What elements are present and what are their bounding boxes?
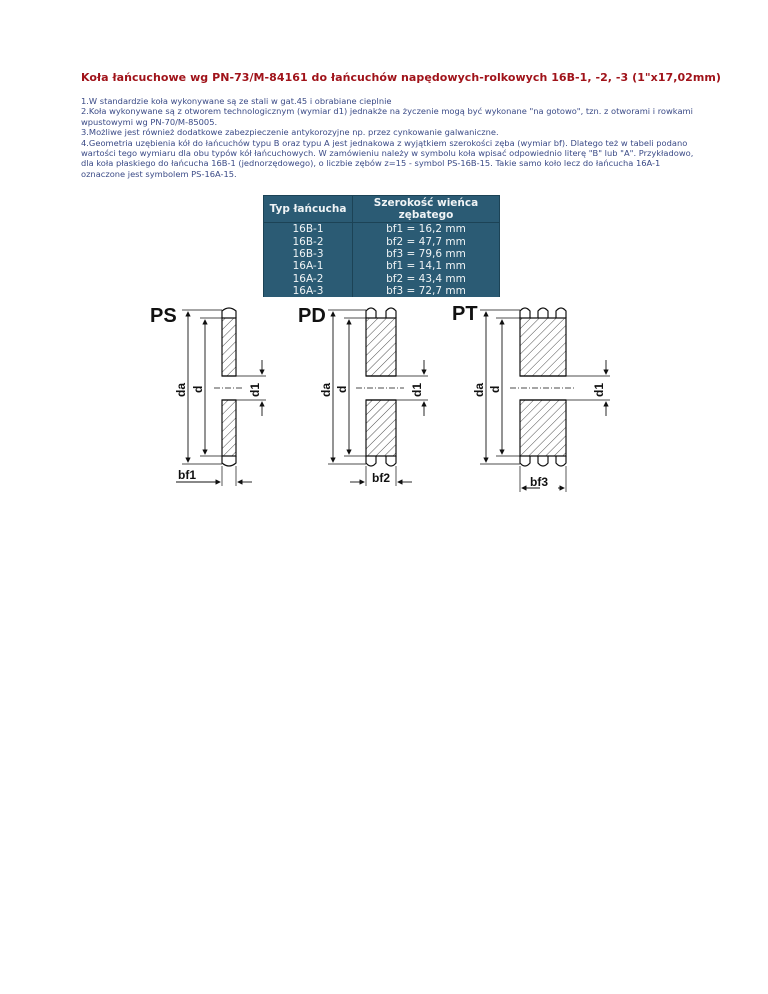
notes xyxy=(81,96,701,179)
pd-d-label: d xyxy=(335,385,349,393)
ps-title: PS xyxy=(150,305,177,327)
note-1: 1.W standardzie koła wykonywane są ze stali w gat.45 i obrabiane cieplnie xyxy=(81,96,392,106)
pt-bf-label: bf3 xyxy=(530,475,548,489)
pd-title: PD xyxy=(298,305,326,327)
pt-title: PT xyxy=(452,303,478,325)
table-row xyxy=(264,273,500,285)
cell-rim-width: bf1 = 16,2 mm xyxy=(353,223,500,236)
note-3: 3.Możliwe jest również dodatkowe zabezpieczenie antykorozyjne np. przez cynkowanie galwaniczne. xyxy=(81,127,499,138)
table-row xyxy=(264,260,500,272)
cell-rim-width: bf2 = 43,4 mm xyxy=(353,273,500,285)
cell-chain-type: 16B-3 xyxy=(264,248,353,260)
ps-d1-label: d1 xyxy=(248,382,262,397)
cell-rim-width: bf3 = 72,7 mm xyxy=(353,285,500,297)
table-row xyxy=(264,235,500,247)
note-4: 4.Geometria uzębienia kół do łańcuchów typu B oraz typu A jest jednakowa z wyjątkiem szerokości zęba (wymiar bf). Dlatego też w tabeli podano wartości tego wymiaru dla obu typów kół łańcuchowych. W zamówieniu należy w symbolu koła wpisać odpowiednio literę "B" lub "A". Przykładowo, dla koła płaskiego do łańcucha 16B-1 (jednorzędowego), o liczbie zębów z=15 - symbol PS-16B-15. Takie samo koło lecz do łańcucha 16A-1 oznaczone jest symbolem PS-16A-15. xyxy=(81,137,694,179)
pd-bf-label: bf2 xyxy=(372,471,390,485)
pd-da-label: da xyxy=(319,382,333,397)
header-chain-type: Typ łańcucha xyxy=(264,196,353,223)
table-row xyxy=(264,223,500,236)
cell-rim-width: bf1 = 14,1 mm xyxy=(353,260,500,272)
cell-rim-width: bf3 = 79,6 mm xyxy=(353,248,500,260)
cell-chain-type: 16A-2 xyxy=(264,273,353,285)
chain-width-table xyxy=(263,195,500,297)
ps-bf-label: bf1 xyxy=(178,468,196,482)
cell-chain-type: 16B-2 xyxy=(264,235,353,247)
pd-d1-label: d1 xyxy=(410,382,424,397)
page-title: Koła łańcuchowe wg PN-73/M-84161 do łańcuchów napędowych-rolkowych 16B-1, -2, -3 (1"x17,02mm) xyxy=(81,71,721,84)
header-rim-width: Szerokość wieńca zębatego xyxy=(353,196,500,223)
ps-d-label: d xyxy=(191,385,205,393)
table-header-row xyxy=(264,196,500,223)
cell-chain-type: 16B-1 xyxy=(264,223,353,236)
ps-drawing xyxy=(150,305,266,486)
pt-d1-label: d1 xyxy=(592,382,606,397)
pt-drawing xyxy=(452,303,610,492)
table-row xyxy=(264,248,500,260)
ps-da-label: da xyxy=(174,382,188,397)
pt-d-label: d xyxy=(488,385,502,393)
cell-chain-type: 16A-3 xyxy=(264,285,353,297)
note-2: 2.Koła wykonywane są z otworem technologicznym (wymiar d1) jednakże na życzenie mogą być wykonane "na gotowo", tzn. z otworami i rowkami wpustowymi wg PN-70/M-85005. xyxy=(81,106,693,127)
pd-drawing xyxy=(298,305,428,486)
pt-da-label: da xyxy=(472,382,486,397)
sprocket-drawings xyxy=(0,295,768,495)
cell-rim-width: bf2 = 47,7 mm xyxy=(353,235,500,247)
cell-chain-type: 16A-1 xyxy=(264,260,353,272)
